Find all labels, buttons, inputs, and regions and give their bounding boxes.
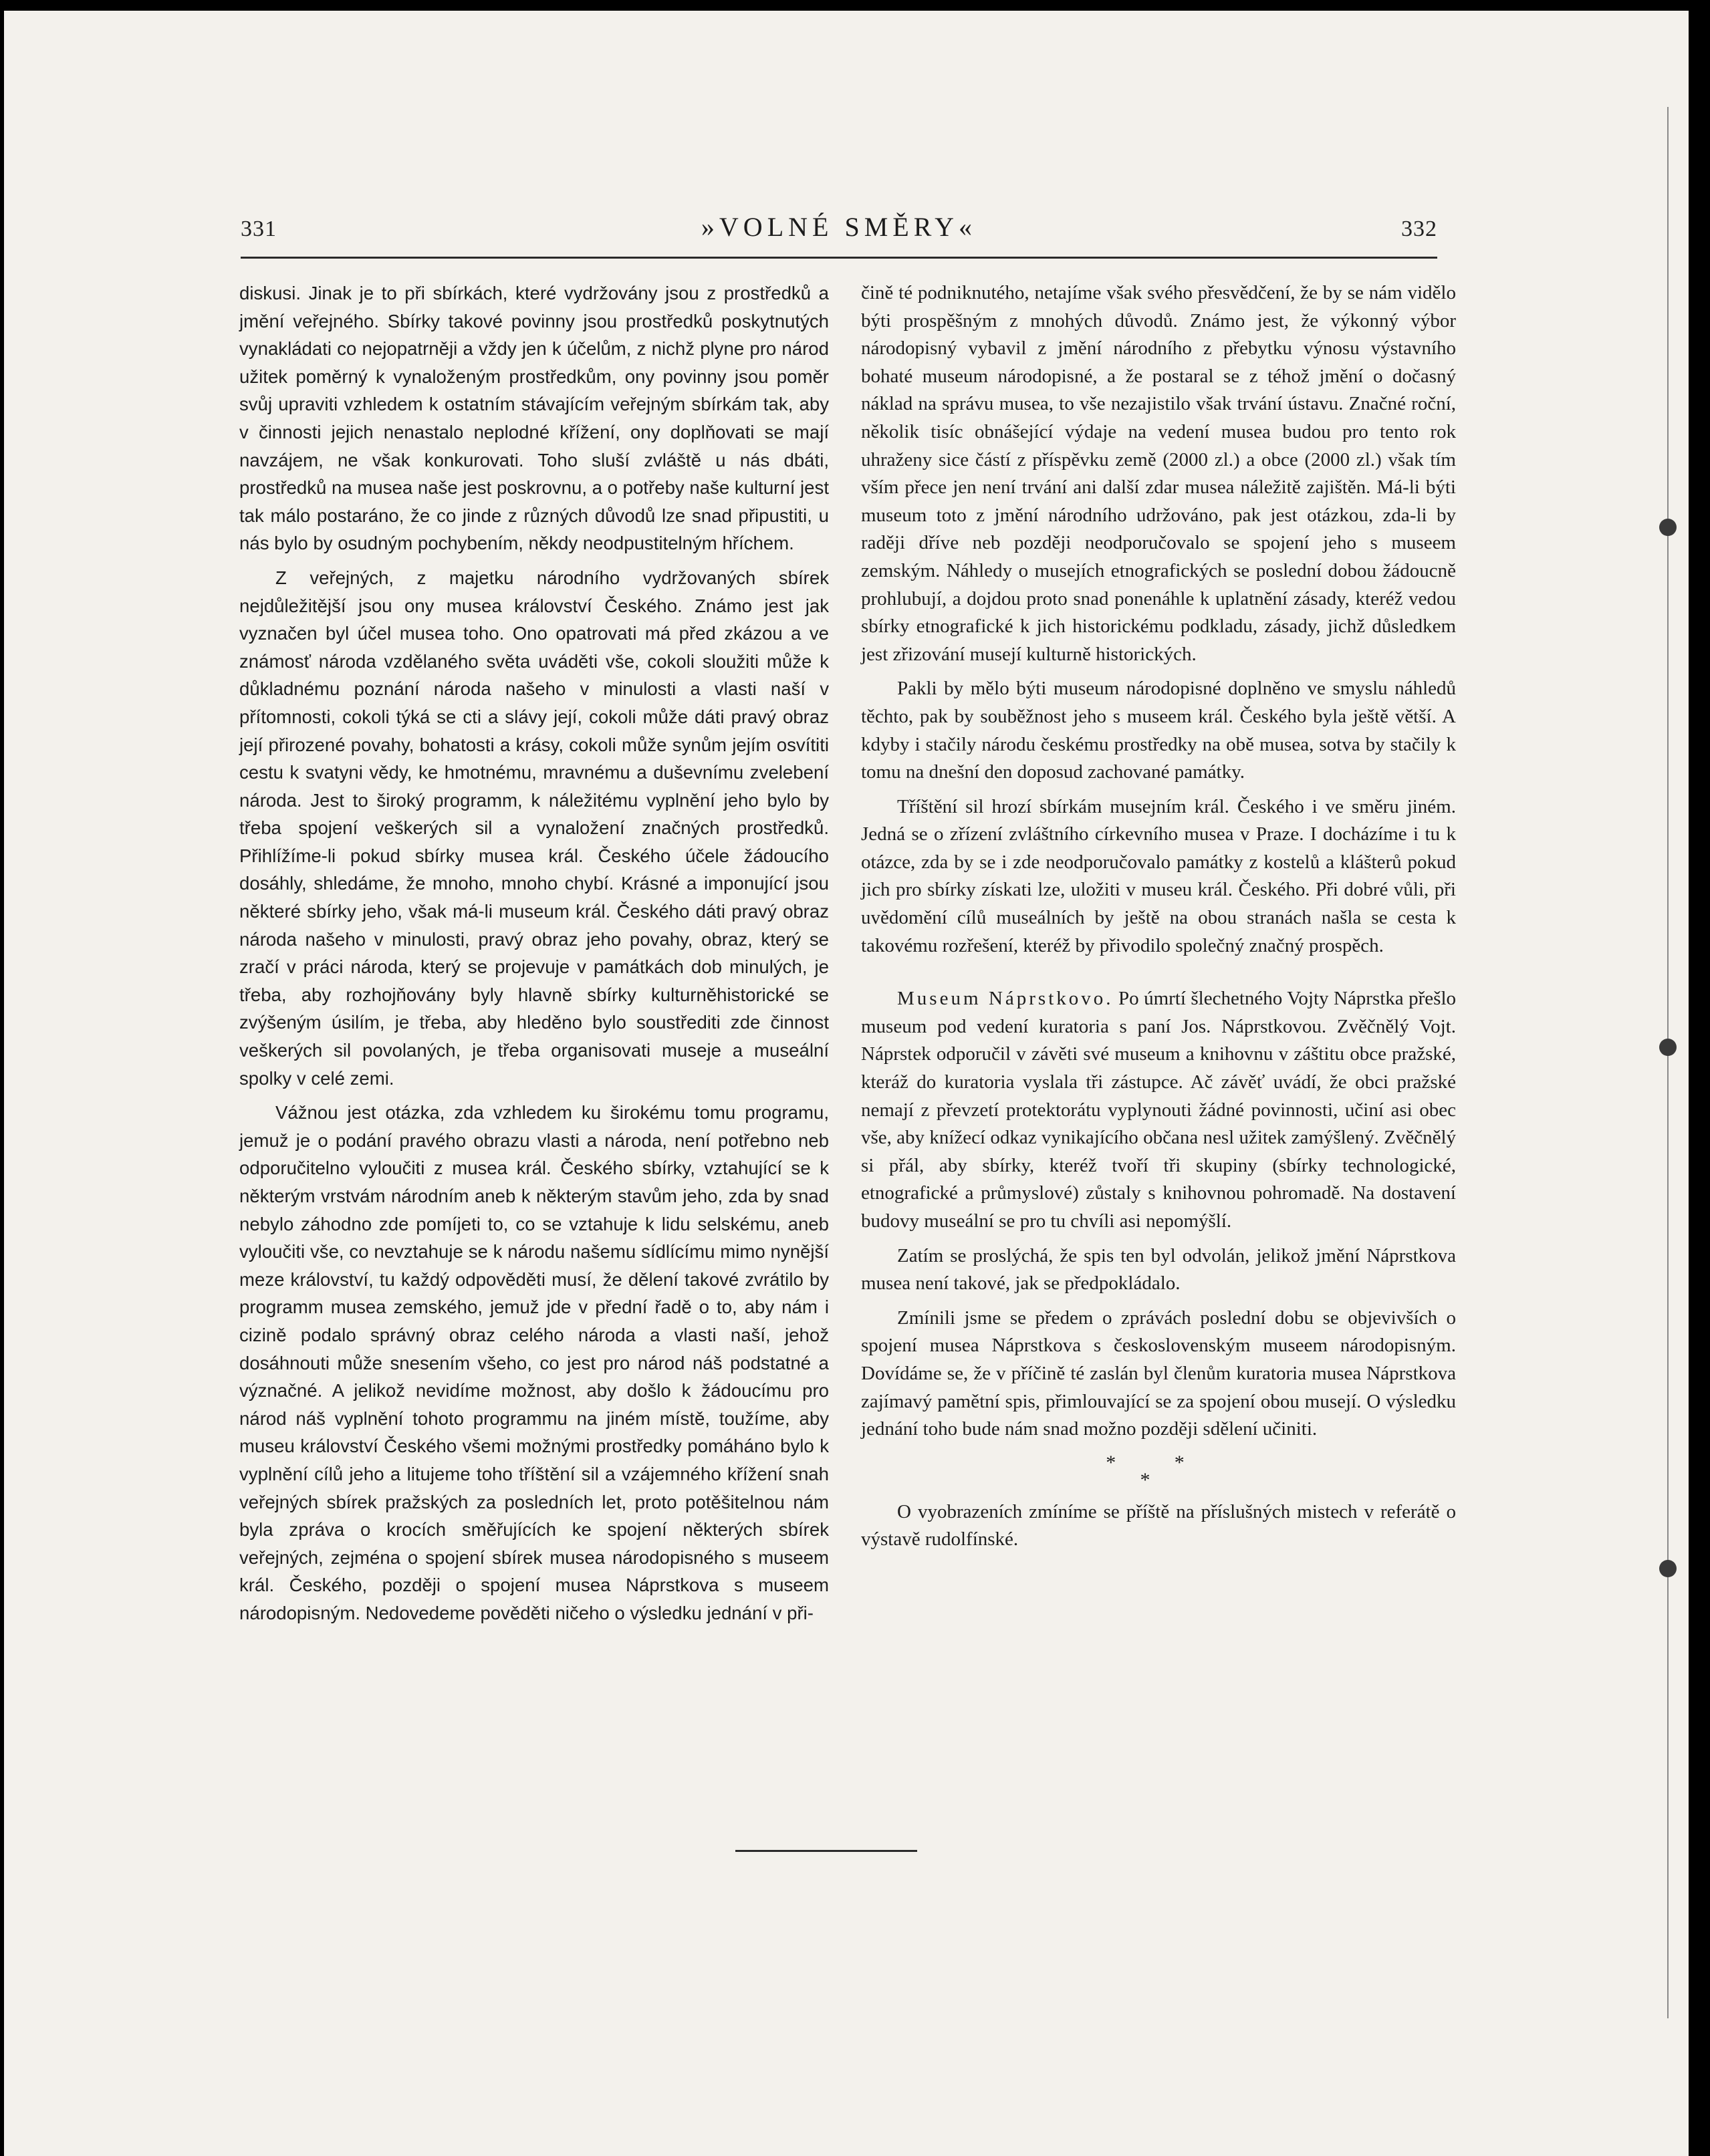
page-binding-edge	[1667, 107, 1678, 2018]
stars-top: * *	[1106, 1451, 1211, 1474]
page-number-right: 332	[1401, 217, 1437, 241]
paragraph	[861, 985, 1456, 1235]
paragraph: diskusi. Jinak je to při sbírkách, které vydržovány jsou z prostředků a jmění veřejného. Sbírky takové povinny jsou prostředků poskytnutých vynakládati co nejopatrněji a vždy jen k účelům, z nichž plyne pro národ užitek poměrný k vynaloženým prostředkům, ony povinny jsou poměr svůj upraviti vzhledem k ostatním stávajícím veřejným sbírkám tak, aby v činnosti jejich nenastalo neplodné křížení, ony doplňovati se mají navzájem, ne však konkurovati. Toho sluší zvláště u nás dbáti, prostředků na musea naše jest poskrovnu, a o potřeby naše kulturní jest tak málo postaráno, že co jinde z různých důvodů lze snad připustiti, u nás bylo by osudným pochybením, někdy neodpustitelným hříchem.	[239, 283, 829, 554]
running-header	[241, 207, 1437, 251]
paragraph: Pakli by mělo býti museum národopisné doplněno ve smyslu náhledů těchto, pak by souběžnost jeho s museem král. Českého byla ještě větší. A kdyby i stačily národu českému prostředky na obě musea, sotva by stačily k tomu na dnešní den doposud zachované památky.	[861, 678, 1456, 783]
paragraph: Z veřejných, z majetku národního vydržovaných sbírek nejdůležitější jsou ony musea království Českého. Známo jest jak vyznačen byl účel musea toho. Ono opatrovati má před zkázou a ve známosť národa vzdělaného světa uváděti vše, cokoli sloužiti může k důkladnému poznání národa našeho v minulosti a vlasti naší v přítomnosti, cokoli týká se cti a slávy její, cokoli může dáti pravý obraz její přirozené povahy, bohatosti a krásy, cokoli může synům jejím osvítiti cestu k svatyni vědy, ke hmotnému, mravnému a duševnímu zvelebení národa. Jest to široký programm, k náležitému vyplnění jeho bylo by třeba spojení veškerých sil a vynaložení značných prostředků. Přihlížíme-li pokud sbírky musea král. Českého účele žádoucího dosáhly, shledáme, že mnoho, mnoho chybí. Krásné a imponující jsou některé sbírky jeho, však má-li museum král. Českého dáti pravý obraz národa našeho v minulosti, pravý obraz jeho povahy, obraz, který se zračí v práci národa, který se projevuje v památkách dob minulých, je třeba, aby rozhojňovány byly hlavně sbírky kulturněhistorické se zvýšeným úsilím, je třeba, aby hleděno bylo soustřediti zde činnost veškerých sil povolaných, je třeba organisovati museje a museální spolky v celé zemi.	[239, 567, 829, 1089]
left-column	[239, 279, 829, 1634]
header-rule	[241, 257, 1437, 259]
right-column	[861, 279, 1456, 1561]
paragraph: Vážnou jest otázka, zda vzhledem ku širokému tomu programu, jemuž je o podání pravého obrazu vlasti a národa, není potřebno neb odporučitelno vyloučiti z musea král. Českého sbírky, vztahující se k některým vrstvám národním aneb k některým stavům jeho, zda by snad nebylo záhodno zde pomíjeti to, co se vztahuje k lidu selskému, aneb vyloučiti vše, co nevztahuje se k národu našemu sídlícímu mimo nynější meze království, tu každý odpověděti musí, že dělení takové zvrátilo by programm musea zemského, jemuž jde v přední řadě o to, aby nám i cizině podalo správný obraz celého národa a vlasti naší, jehož dosáhnouti může snesením všeho, co jest pro národ náš podstatné a význačné. A jelikož nevidíme možnost, aby došlo k žádoucímu pro národ náš vyplnění tohoto programmu na jiném místě, toužíme, aby museu království Českého všemi možnými prostředky pomáháno bylo k vyplnění cílů jeho a litujeme toho tříštění sil a vzájemného křížení snah veřejných sbírek pražských za posledních let, proto potěšitelnou nám byla zpráva o krocích směřujících ke spojení některých sbírek veřejných, zejména o spojení sbírek musea národopisného s museem král. Českého, později o spojení musea Náprstkova s museem národopisným. Nedovedeme pověděti ničeho o výsledku jednání v při-	[239, 1102, 829, 1623]
binding-mark	[1659, 1039, 1677, 1056]
scan-border-left	[0, 0, 4, 2156]
stars-bottom: *	[1140, 1468, 1177, 1491]
section-heading: Museum Náprstkovo.	[897, 988, 1114, 1010]
section-divider-stars	[861, 1451, 1456, 1491]
binding-mark	[1659, 519, 1677, 536]
paragraph-text: Po úmrtí šlechetného Vojty Náprstka přešlo museum pod vedení kuratoria s paní Jos. Náprstkovou. Zvěčnělý Vojt. Náprstek odporučil v závěti své museum a knihovnu v záštitu obce pražské, kteráž do kuratoria vyslala tři zástupce. Ač závěť uvádí, že obci pražské nemají z převzetí protektorátu vyplynouti žádné povinnosti, učiní asi obec vše, aby knížecí odkaz vynikajícího občana nesl užitek zamýšlený. Zvěčnělý si přál, aby sbírky, kteréž tvoří tři skupiny (sbírky technologické, etnografické a průmyslové) zůstaly s knihovnou pohromadě. Na dostavení budovy museální se pro tu chvíli asi nepomýšlí.	[861, 988, 1456, 1232]
paragraph: Zatím se proslýchá, že spis ten byl odvolán, jelikož jmění Náprstkova musea není takové, jak se předpokládalo.	[861, 1244, 1456, 1295]
scan-border-top	[0, 0, 1710, 11]
paragraph: čině té podniknutého, netajíme však svého přesvědčení, že by se nám vidělo býti prospěšným z mnohých důvodů. Známo jest, že výkonný výbor národopisný vybavil z jmění národního z přebytku výnosu výstavního bohaté museum národopisné, a že postaral se z téhož jmění o dočasný náklad na správu musea, to vše nezajistilo však trvání ústavu. Značné roční, několik tisíc obnášející výdaje na vedení musea budou pro tento rok uhraženy sice částí z příspěvku země (2000 zl.) a obce (2000 zl.) však tím vším přece jen není trvání ani další zdar musea náležitě zajištěn. Má-li býti museum toto z jmění národního udržováno, pak jest otázkou, zda-li by raději dříve neb později neodporučovalo se spojení jeho s museem zemským. Náhledy o musejích etnografických se poslední dobou žádoucně prohlubují, a dojdou proto snad ponenáhle k uplatnění zásady, kteréž vedou sbírky etnografické k jich historickému podkladu, zásady, jichž důsledkem jest zřizování musejí kulturně historických.	[861, 282, 1456, 665]
paragraph: O vyobrazeních zmíníme se příště na příslušných mistech v referátě o výstavě rudolfínské.	[861, 1500, 1456, 1551]
page-number-left: 331	[241, 217, 277, 241]
paragraph: Tříštění sil hrozí sbírkám musejním král. Českého i ve směru jiném. Jedná se o zřízení zvláštního církevního musea v Praze. I docházíme i tu k otázce, zda by se i zde neodporučovalo památky z kostelů a klášterů pokud jich pro sbírky získati lze, uložiti v museu král. Českého. Při dobré vůli, při uvědomění cílů museálních by ještě na obou stranách našla se cesta k takovému rozřešení, kteréž by přivodilo společný značný prospěch.	[861, 795, 1456, 956]
end-rule	[735, 1850, 917, 1852]
binding-mark	[1659, 1560, 1677, 1577]
paragraph: Zmínili jsme se předem o zprávách poslední dobu se objevivších o spojení musea Náprstkova s československým museem národopisným. Dovídáme se, že v příčině té zaslán byl členům kuratoria musea Náprstkova zajímavý pamětní spis, přimlouvající se za spojení obou musejí. O výsledku jednání toho bude nám snad možno později sdělení učiniti.	[861, 1307, 1456, 1440]
journal-title: »VOLNÉ SMĚRY«	[701, 212, 977, 242]
scan-border-right	[1689, 0, 1710, 2156]
